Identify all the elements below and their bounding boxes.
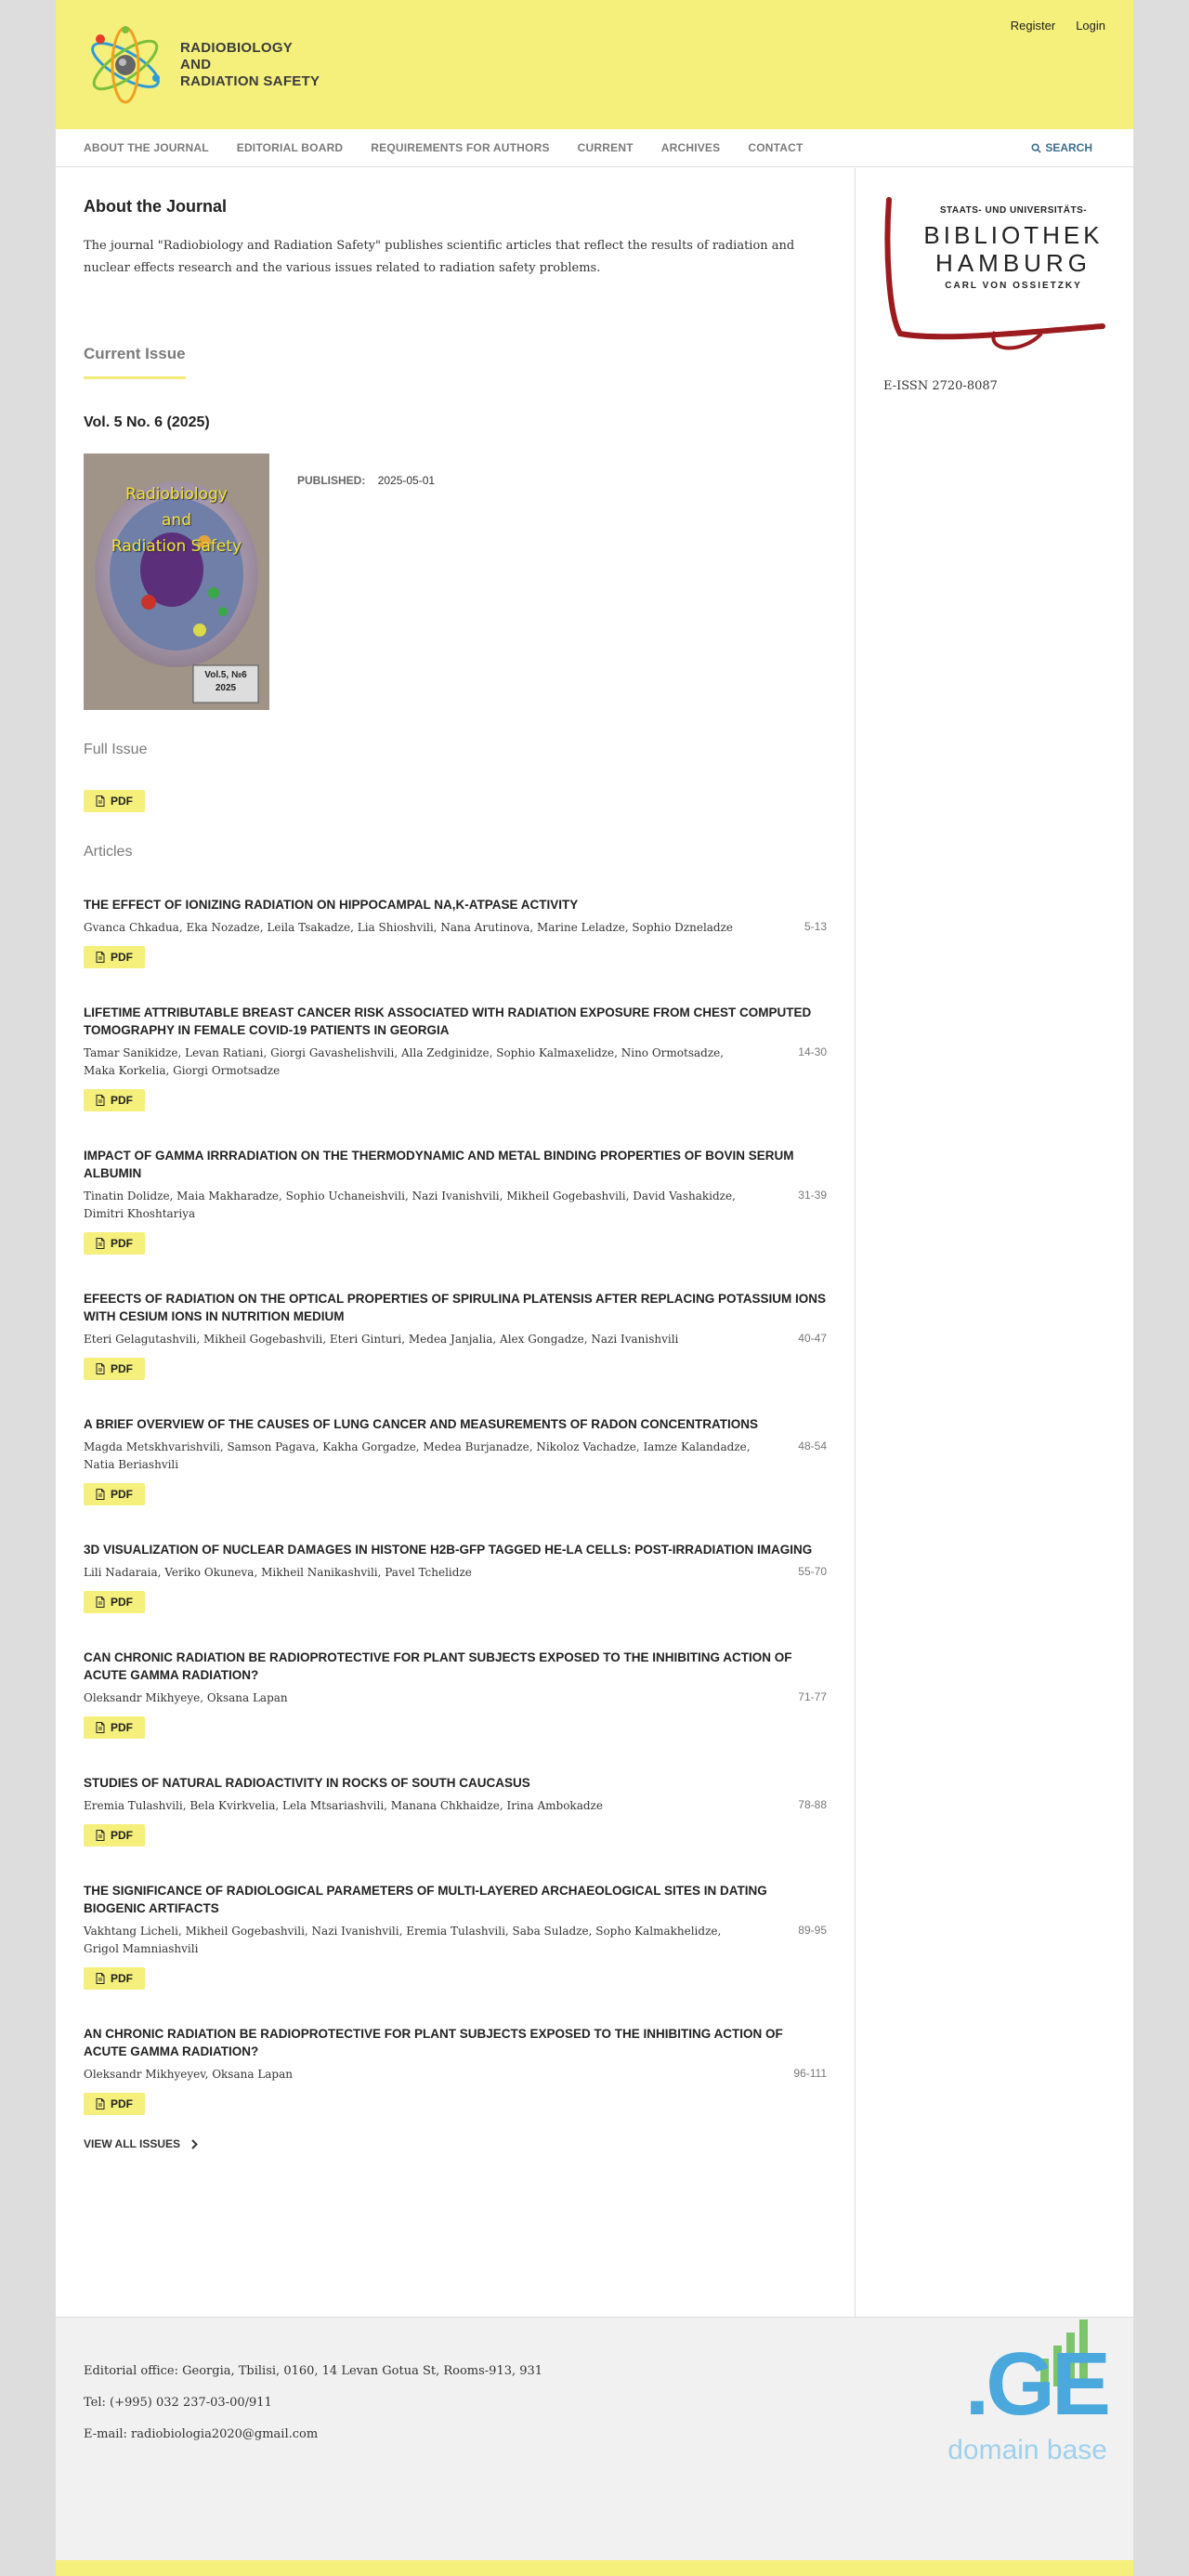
article-pages: 78-88	[798, 1798, 827, 1811]
file-pdf-icon	[96, 1722, 105, 1733]
article-pdf-button[interactable]	[84, 946, 145, 968]
journal-logo[interactable]	[84, 19, 325, 112]
full-issue-pdf-button[interactable]	[84, 790, 145, 812]
about-title: About the Journal	[84, 197, 227, 216]
nav-requirements-for-authors[interactable]: REQUIREMENTS FOR AUTHORS	[371, 141, 550, 154]
article-title[interactable]: 3D VISUALIZATION OF NUCLEAR DAMAGES IN HISTONE H2B-GFP TAGGED HE-LA CELLS: POST-IRRADIATION IMAGING	[84, 1543, 813, 1557]
pdf-label: PDF	[111, 1972, 133, 1985]
article-meta	[84, 1188, 827, 1223]
library-line-3: HAMBURG	[935, 249, 1091, 277]
articles-title: Articles	[84, 844, 133, 860]
article-pages: 71-77	[798, 1690, 827, 1703]
footer-email: E-mail: radiobiologia2020@gmail.com	[84, 2427, 319, 2441]
pdf-label: PDF	[111, 1721, 133, 1734]
article-authors: Lili Nadaraia, Veriko Okuneva, Mikheil Nanikashvili, Pavel Tchelidze	[84, 1566, 472, 1579]
article-item	[84, 1541, 827, 1613]
file-pdf-icon	[96, 1597, 105, 1608]
nav-contact[interactable]: CONTACT	[748, 141, 804, 154]
pdf-label: PDF	[111, 2097, 133, 2110]
published-info	[297, 474, 435, 710]
article-title[interactable]: IMPACT OF GAMMA IRRRADIATION ON THE THERMODYNAMIC AND METAL BINDING PROPERTIES OF BOVIN SERUM ALBUMIN	[84, 1149, 794, 1180]
view-all-label: VIEW ALL ISSUES	[84, 2137, 181, 2150]
pdf-label: PDF	[111, 951, 133, 964]
file-pdf-icon	[96, 1238, 105, 1249]
login-link[interactable]: Login	[1076, 19, 1105, 33]
article-authors: Vakhtang Licheli, Mikheil Gogebashvili, Nazi Ivanishvili, Eremia Tulashvili, Saba Suladze, Sopho Kalmakhelidze, Grigol Mamniashvili	[84, 1925, 722, 1955]
file-pdf-icon	[96, 795, 105, 807]
article-title[interactable]: CAN CHRONIC RADIATION BE RADIOPROTECTIVE FOR PLANT SUBJECTS EXPOSED TO THE INHIBITING ACTION OF ACUTE GAMMA RADIATION?	[84, 1650, 792, 1682]
article-title[interactable]: THE EFFECT OF IONIZING RADIATION ON HIPPOCAMPAL NA,K-ATPASE ACTIVITY	[84, 898, 579, 912]
file-pdf-icon	[96, 1973, 105, 1984]
search-link[interactable]	[1031, 141, 1092, 154]
article-pages: 40-47	[798, 1332, 827, 1345]
ge-text: .GE	[964, 2334, 1107, 2434]
page	[56, 0, 1133, 2576]
nav-current[interactable]: CURRENT	[577, 141, 634, 154]
logo-line-1: RADIOBIOLOGY	[180, 40, 294, 56]
article-pages: 31-39	[798, 1189, 827, 1202]
article-meta	[84, 1045, 827, 1080]
atom-logo-icon	[84, 20, 167, 110]
logo-line-2: AND	[180, 57, 212, 72]
main-content	[56, 168, 855, 2174]
article-meta	[84, 919, 827, 937]
article-pdf-button[interactable]	[84, 1967, 145, 1990]
logo-line-3: RADIATION SAFETY	[180, 73, 320, 89]
article-title[interactable]: STUDIES OF NATURAL RADIOACTIVITY IN ROCKS OF SOUTH CAUCASUS	[84, 1776, 530, 1790]
chevron-right-icon	[191, 2139, 198, 2149]
article-authors: Eteri Gelagutashvili, Mikheil Gogebashvili, Eteri Ginturi, Medea Janjalia, Alex Gongadze, Nazi Ivanishvili	[84, 1333, 679, 1346]
cover-title-line-2: and	[162, 511, 191, 530]
library-line-4: CARL VON OSSIETZKY	[945, 281, 1082, 291]
file-pdf-icon	[96, 952, 105, 963]
article-item	[84, 1147, 827, 1255]
article-title[interactable]: THE SIGNIFICANCE OF RADIOLOGICAL PARAMETERS OF MULTI-LAYERED ARCHAEOLOGICAL SITES IN DATING BIOGENIC ARTIFACTS	[84, 1884, 767, 1915]
article-item	[84, 1649, 827, 1739]
article-title[interactable]: EFEECTS OF RADIATION ON THE OPTICAL PROPERTIES OF SPIRULINA PLATENSIS AFTER REPLACING POTASSIUM IONS WITH CESIUM IONS IN NUTRITION MEDIUM	[84, 1292, 827, 1323]
cover-title-line-1: Radiobiology	[125, 485, 228, 504]
article-item	[84, 1004, 827, 1111]
article-meta	[84, 1797, 827, 1815]
article-title[interactable]: A BRIEF OVERVIEW OF THE CAUSES OF LUNG CANCER AND MEASUREMENTS OF RADON CONCENTRATIONS	[84, 1417, 759, 1431]
view-all-issues-link[interactable]	[84, 2137, 827, 2150]
cover-year: 2025	[215, 683, 237, 693]
file-pdf-icon	[96, 1830, 105, 1841]
footer-office: Editorial office: Georgia, Tbilisi, 0160, 14 Levan Gotua St, Rooms-913, 931	[84, 2364, 543, 2378]
cover-title	[84, 481, 269, 559]
nav-about-the-journal[interactable]: ABOUT THE JOURNAL	[84, 141, 209, 154]
pdf-label: PDF	[111, 1596, 133, 1609]
article-meta	[84, 1331, 827, 1348]
article-pages: 55-70	[798, 1565, 827, 1578]
issue-cover-image[interactable]	[84, 453, 269, 710]
footer-accent-bar	[56, 2560, 1133, 2576]
article-authors: Oleksandr Mikhyeyev, Oksana Lapan	[84, 2068, 293, 2081]
article-title[interactable]: LIFETIME ATTRIBUTABLE BREAST CANCER RISK ASSOCIATED WITH RADIATION EXPOSURE FROM CHEST COMPUTED TOMOGRAPHY IN FEMALE COVID-19 PATIENTS IN GEORGIA	[84, 1005, 812, 1037]
pdf-label: PDF	[111, 1362, 133, 1375]
pdf-label: PDF	[111, 1488, 133, 1501]
article-authors: Tamar Sanikidze, Levan Ratiani, Giorgi Gavashelishvili, Alla Zedginidze, Sophio Kalmaxelidze, Nino Ormotsadze, Maka Korkelia, Giorgi Ormotsadze	[84, 1046, 725, 1077]
pdf-label: PDF	[111, 795, 133, 808]
article-pdf-button[interactable]	[84, 1591, 145, 1613]
file-pdf-icon	[96, 2098, 105, 2109]
article-meta	[84, 1439, 827, 1474]
pdf-label: PDF	[111, 1094, 133, 1107]
primary-nav	[56, 129, 1133, 167]
site-footer	[56, 2317, 1133, 2560]
current-issue-title: Current Issue	[84, 345, 186, 379]
article-authors: Gvanca Chkadua, Eka Nozadze, Leila Tsakadze, Lia Shioshvili, Nana Arutinova, Marine Leladze, Sophio Dzneladze	[84, 921, 734, 934]
ge-domain-badge[interactable]	[921, 2305, 1107, 2481]
file-pdf-icon	[96, 1489, 105, 1500]
issn: E-ISSN 2720-8087	[883, 379, 998, 393]
full-issue-title: Full Issue	[84, 742, 148, 757]
article-meta	[84, 2066, 827, 2083]
article-meta	[84, 1923, 827, 1958]
cover-volume	[193, 669, 258, 695]
article-item	[84, 1290, 827, 1380]
article-meta	[84, 1689, 827, 1707]
library-line-2: BIBLIOTHEK	[923, 221, 1104, 249]
article-title[interactable]: AN CHRONIC RADIATION BE RADIOPROTECTIVE FOR PLANT SUBJECTS EXPOSED TO THE INHIBITING ACTION OF ACUTE GAMMA RADIATION?	[84, 2027, 783, 2058]
article-pdf-button[interactable]	[84, 1232, 145, 1255]
article-pages: 89-95	[798, 1924, 827, 1937]
issue-title[interactable]: Vol. 5 No. 6 (2025)	[84, 414, 210, 430]
article-pages: 5-13	[804, 920, 827, 933]
article-list	[84, 896, 827, 2115]
published-date: 2025-05-01	[377, 474, 436, 487]
article-pages: 48-54	[798, 1439, 827, 1452]
library-line-1: STAATS- UND UNIVERSITÄTS-	[939, 205, 1088, 216]
logo-text	[180, 40, 320, 90]
issue-summary	[84, 453, 827, 710]
sidebar	[855, 168, 1133, 2317]
article-item	[84, 1882, 827, 1990]
site-header	[56, 0, 1133, 129]
user-nav	[1011, 19, 1105, 33]
published-label: PUBLISHED:	[297, 474, 366, 487]
pdf-label: PDF	[111, 1237, 133, 1250]
article-pdf-button[interactable]	[84, 1483, 145, 1505]
article-authors: Magda Metskhvarishvili, Samson Pagava, Kakha Gorgadze, Medea Burjanadze, Nikoloz Vachadze, Iamze Kalandadze, Natia Beriashvili	[84, 1440, 751, 1471]
search-label: SEARCH	[1045, 141, 1092, 154]
article-pdf-button[interactable]	[84, 2093, 145, 2115]
register-link[interactable]: Register	[1010, 19, 1056, 33]
hamburg-library-logo[interactable]	[883, 194, 1106, 357]
footer-tel: Tel: (+995) 032 237-03-00/911	[84, 2396, 272, 2410]
article-pages: 96-111	[793, 2067, 827, 2080]
full-issue-galleys	[84, 790, 827, 812]
article-pdf-button[interactable]	[84, 1358, 145, 1380]
article-item	[84, 1774, 827, 1847]
article-pdf-button[interactable]	[84, 1089, 145, 1111]
file-pdf-icon	[96, 1363, 105, 1374]
article-authors: Tinatin Dolidze, Maia Makharadze, Sophio Uchaneishvili, Nazi Ivanishvili, Mikheil Gogebashvili, David Vashakidze, Dimitri Khoshtariya	[84, 1189, 736, 1220]
article-pages: 14-30	[798, 1045, 827, 1058]
domain-base-text: domain base	[947, 2435, 1107, 2465]
article-pdf-button[interactable]	[84, 1716, 145, 1739]
article-authors: Oleksandr Mikhyeye, Oksana Lapan	[84, 1691, 288, 1704]
nav-archives[interactable]: ARCHIVES	[660, 141, 721, 154]
library-name	[921, 205, 1106, 291]
article-authors: Eremia Tulashvili, Bela Kvirkvelia, Lela Mtsariashvili, Manana Chkhaidze, Irina Ambokadze	[84, 1799, 603, 1812]
article-item	[84, 896, 827, 968]
article-pdf-button[interactable]	[84, 1824, 145, 1847]
cover-title-line-3: Radiation Safety	[111, 537, 242, 556]
pdf-label: PDF	[111, 1829, 133, 1842]
about-text: The journal "Radiobiology and Radiation Safety" publishes scientific articles that reflect the results of radiation and nuclear effects research and the various issues related to radiation safety problems.	[84, 239, 795, 275]
nav-editorial-board[interactable]: EDITORIAL BOARD	[236, 141, 344, 154]
search-icon	[1031, 143, 1041, 153]
cover-vol: Vol.5, №6	[204, 670, 247, 680]
file-pdf-icon	[96, 1095, 105, 1106]
article-meta	[84, 1564, 827, 1582]
article-item	[84, 2025, 827, 2115]
article-item	[84, 1415, 827, 1505]
